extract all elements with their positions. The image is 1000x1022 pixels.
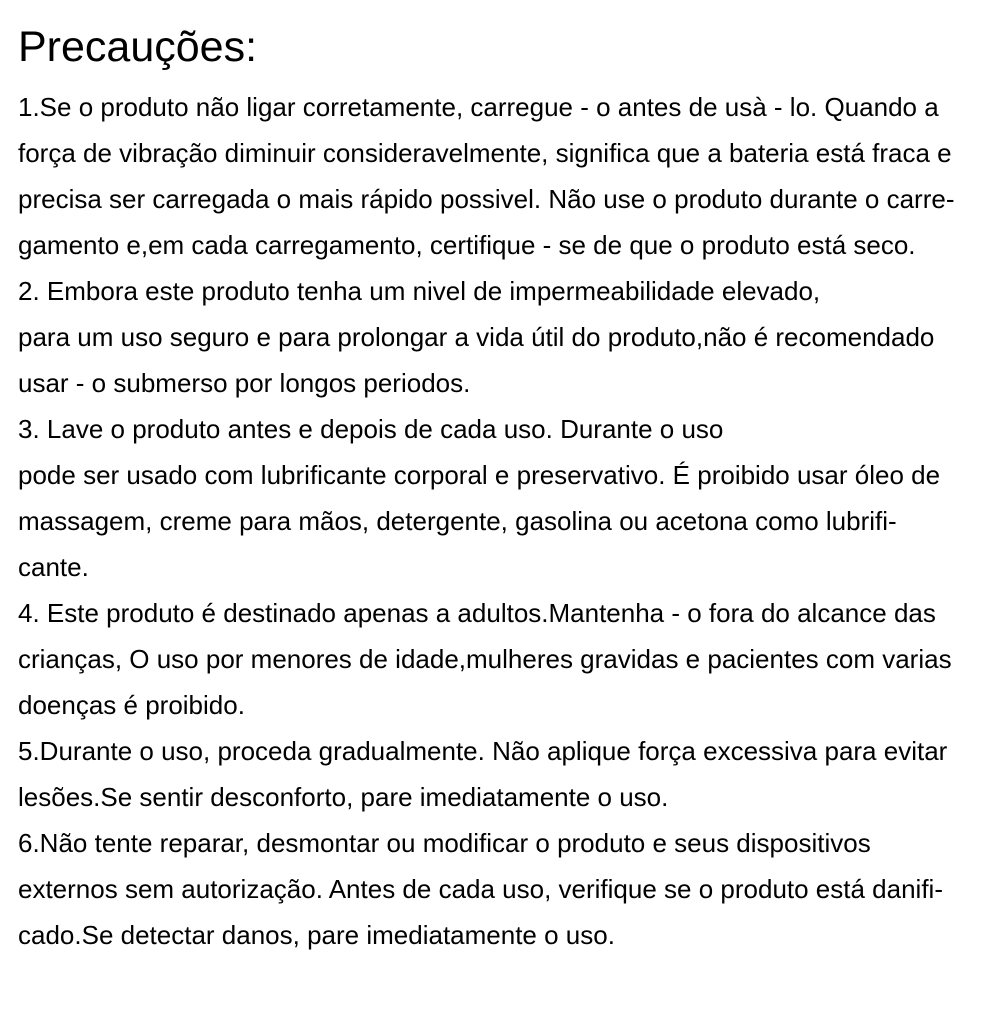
precaution-line-11: cante.	[18, 552, 89, 582]
precaution-line-1: 1.Se o produto não ligar corretamente, carregue - o antes de usà - lo. Quando a	[18, 92, 939, 122]
precaution-line-10: massagem, creme para mãos, detergente, gasolina ou acetona como lubrifi-	[18, 506, 897, 536]
page-title: Precauções:	[18, 23, 258, 71]
precaution-line-13: crianças, O uso por menores de idade,mulheres gravidas e pacientes com varias	[18, 644, 952, 674]
precaution-line-3: precisa ser carregada o mais rápido possivel. Não use o produto durante o carre-	[18, 184, 955, 214]
precautions-document	[0, 22, 1000, 958]
precaution-line-15: 5.Durante o uso, proceda gradualmente. Não aplique força excessiva para evitar	[18, 736, 948, 766]
precaution-line-4: gamento e,em cada carregamento, certifique - se de que o produto está seco.	[18, 230, 916, 260]
precaution-line-8: 3. Lave o produto antes e depois de cada uso. Durante o uso	[18, 414, 724, 444]
precaution-line-5: 2. Embora este produto tenha um nivel de impermeabilidade elevado,	[18, 276, 821, 306]
precaution-line-18: externos sem autorização. Antes de cada uso, verifique se o produto está danifi-	[18, 874, 943, 904]
precaution-line-6: para um uso seguro e para prolongar a vida útil do produto,não é recomendado	[18, 322, 935, 352]
precaution-line-14: doenças é proibido.	[18, 690, 245, 720]
precaution-line-7: usar - o submerso por longos periodos.	[18, 368, 471, 398]
precaution-line-16: lesões.Se sentir desconforto, pare imediatamente o uso.	[18, 782, 669, 812]
precaution-line-9: pode ser usado com lubrificante corporal e preservativo. É proibido usar óleo de	[18, 460, 941, 490]
precaution-line-17: 6.Não tente reparar, desmontar ou modificar o produto e seus dispositivos	[18, 828, 871, 858]
precaution-line-12: 4. Este produto é destinado apenas a adultos.Mantenha - o fora do alcance das	[18, 598, 936, 628]
precaution-line-2: força de vibração diminuir consideravelmente, significa que a bateria está fraca e	[18, 138, 952, 168]
precaution-line-19: cado.Se detectar danos, pare imediatamente o uso.	[18, 920, 615, 950]
